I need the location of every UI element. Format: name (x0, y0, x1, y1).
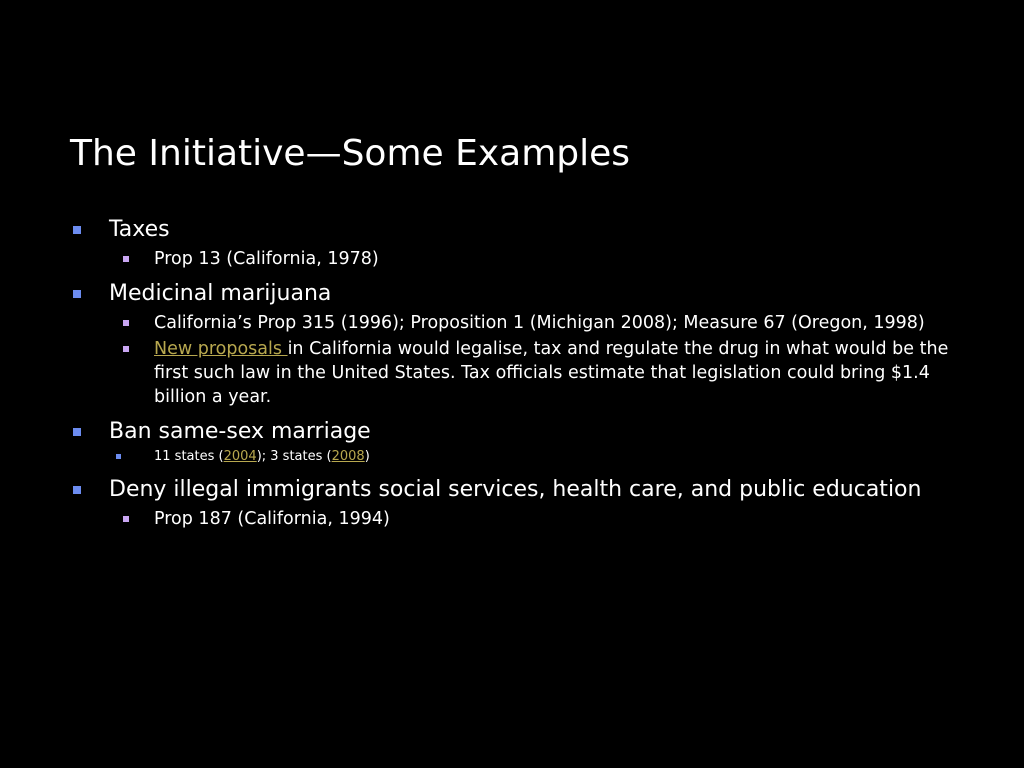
sub-bullet-text: 11 states ( (154, 449, 224, 464)
sub-bullet-text: ); 3 states ( (256, 449, 332, 464)
square-bullet-icon (123, 256, 129, 262)
square-bullet-icon (73, 290, 81, 298)
sub-bullet-text: Prop 187 (California, 1994) (154, 509, 390, 529)
bullet-label: Medicinal marijuana (109, 281, 332, 306)
sub-bullet-item (70, 447, 970, 467)
sub-bullet-text: Prop 13 (California, 1978) (154, 249, 379, 269)
square-bullet-icon (123, 346, 129, 352)
sub-bullet-item (70, 247, 970, 271)
square-bullet-icon (123, 516, 129, 522)
sub-bullet-item (70, 337, 970, 409)
square-bullet-icon (73, 428, 81, 436)
square-bullet-icon (73, 226, 81, 234)
bullet-label: Deny illegal immigrants social services, health care, and public education (109, 477, 922, 502)
bullet-label: Taxes (109, 217, 170, 242)
sub-bullet-item (70, 311, 970, 335)
year-2004-link[interactable]: 2004 (223, 449, 257, 464)
bullet-item-ban-same-sex-marriage (70, 417, 970, 447)
bullet-item-deny-illegal-immigrants (70, 475, 970, 505)
year-2008-link[interactable]: 2008 (331, 449, 365, 464)
bullet-item-medicinal-marijuana (70, 279, 970, 309)
slide-title: The Initiative—Some Examples (70, 133, 631, 174)
bullet-item-taxes (70, 215, 970, 245)
new-proposals-link[interactable]: New proposals (154, 339, 288, 359)
square-bullet-icon (73, 486, 81, 494)
sub-bullet-text: in California would legalise, tax and regulate the drug in what would be the first such law in the United States. Tax officials estimate that legislation could bring $1.4 billion a year. (154, 339, 949, 407)
sub-bullet-text: ) (364, 449, 370, 464)
sub-bullet-text: California’s Prop 315 (1996); Proposition 1 (Michigan 2008); Measure 67 (Oregon, 1998) (154, 313, 925, 333)
square-bullet-icon (116, 454, 121, 459)
sub-bullet-item (70, 507, 970, 531)
bullet-label: Ban same-sex marriage (109, 419, 371, 444)
bullet-list (70, 211, 970, 531)
square-bullet-icon (123, 320, 129, 326)
